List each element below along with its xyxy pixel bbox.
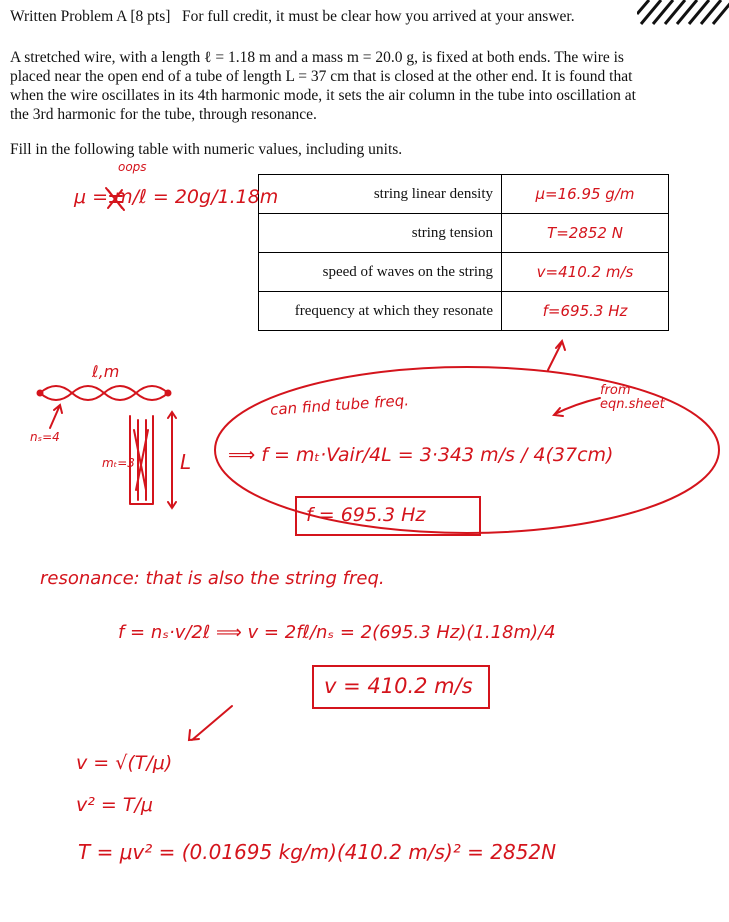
mt-label: mₜ=3 — [102, 456, 135, 470]
tube-freq-equation: ⟹ f = mₜ·Vair/4L = 3·343 m/s / 4(37cm) — [228, 444, 614, 466]
wire-label: ℓ,m — [92, 362, 120, 381]
oops-note: oops — [118, 160, 147, 174]
arrow-to-sqrt — [189, 706, 232, 740]
arrow-to-table — [548, 341, 565, 370]
row-answer: μ=16.95 g/m — [502, 175, 669, 214]
standing-wave-drawing — [40, 386, 168, 400]
L-label: L — [180, 450, 192, 474]
v-equation: f = nₛ·v/2ℓ ⟹ v = 2fℓ/nₛ = 2(695.3 Hz)(1.18m)/4 — [118, 622, 556, 643]
arrow-from-note — [554, 398, 600, 416]
row-label: string tension — [259, 214, 502, 253]
row-answer: f=695.3 Hz — [502, 292, 669, 331]
table-instruction: Fill in the following table with numeric values, including units. — [10, 141, 403, 158]
ns-label: nₛ=4 — [30, 430, 60, 444]
squared-equation: v² = T/μ — [76, 794, 153, 816]
row-answer: T=2852 N — [502, 214, 669, 253]
arrow-to-wave — [50, 405, 62, 428]
tension-equation: T = μv² = (0.01695 kg/m)(410.2 m/s)² = 2852N — [78, 840, 557, 864]
sqrt-equation: v = √(T/μ) — [76, 752, 173, 774]
mu-formula: μ = m/ℓ = 20g/1.18m — [74, 186, 279, 208]
resonance-note: resonance: that is also the string freq. — [40, 568, 385, 589]
problem-statement: A stretched wire, with a length ℓ = 1.18 m and a mass m = 20.0 g, is fixed at both ends. The wire is placed near the open end of a tube of length L = 37 cm that is closed at the other end. It is found that when the wire oscillates in its 4th harmonic mode, it sets the air column in the tube into oscillation at the 3rd harmonic for the tube, through resonance. — [10, 49, 636, 123]
row-label: speed of waves on the string — [259, 253, 502, 292]
length-arrow — [168, 412, 176, 508]
eqn-sheet-note: from eqn.sheet — [600, 383, 665, 412]
tube-freq-note: can find tube freq. — [269, 391, 410, 419]
problem-title: Written Problem A [8 pts] — [10, 8, 171, 25]
row-answer: v=410.2 m/s — [502, 253, 669, 292]
row-label: string linear density — [259, 175, 502, 214]
row-label: frequency at which they resonate — [259, 292, 502, 331]
f-result: f = 695.3 Hz — [306, 504, 426, 526]
v-result: v = 410.2 m/s — [324, 674, 473, 698]
credit-instruction: For full credit, it must be clear how you arrived at your answer. — [182, 8, 575, 25]
